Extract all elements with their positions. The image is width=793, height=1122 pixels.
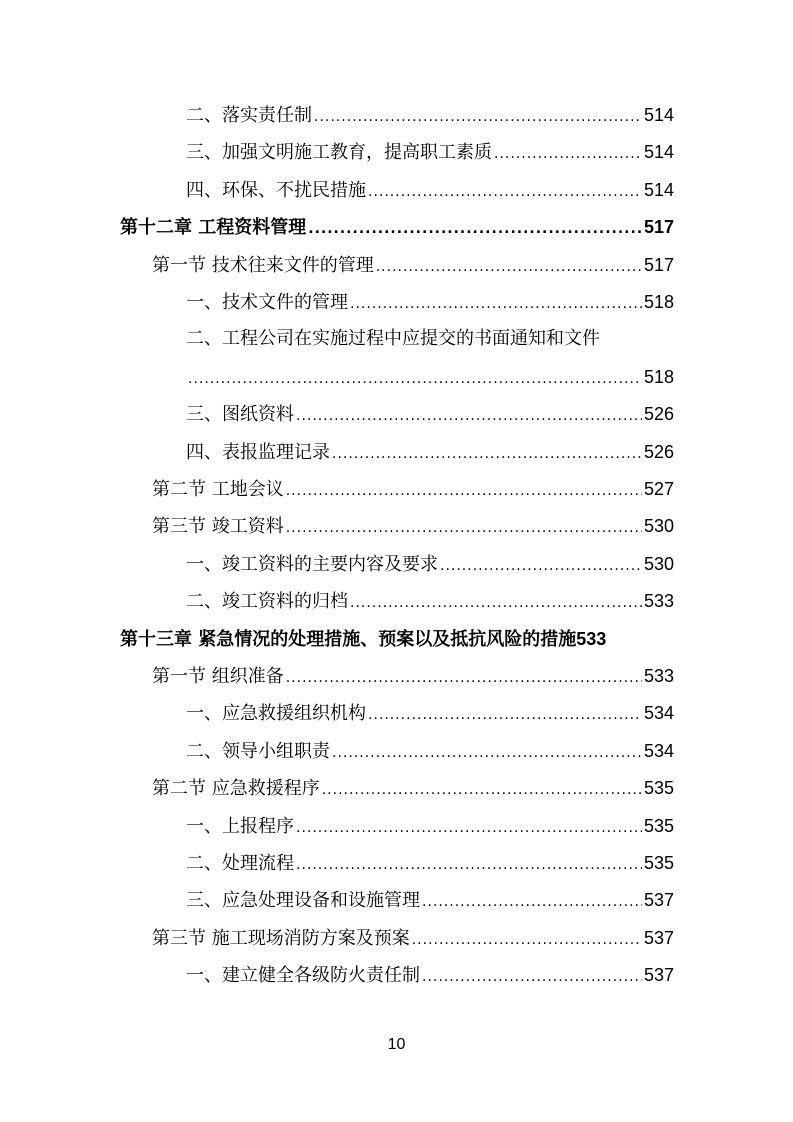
toc-leader-dots: [286, 663, 642, 693]
toc-item-entry[interactable]: [186, 885, 674, 915]
toc-leader-dots: [286, 476, 642, 506]
toc-entry-title: 第十三章 紧急情况的处理措施、预案以及抵抗风险的措施: [120, 628, 577, 650]
toc-entry-page: 534: [643, 703, 674, 724]
toc-entry-title: 第一节 组织准备: [152, 666, 284, 687]
toc-entry-page: 518: [643, 292, 674, 312]
toc-leader-dots: [296, 813, 642, 843]
toc-leader-dots: [332, 738, 642, 768]
toc-entry-page: 535: [643, 778, 674, 799]
toc-entry-page: 530: [643, 516, 674, 537]
toc-entry-page: 537: [643, 890, 674, 911]
toc-entry-page: 526: [643, 404, 674, 425]
toc-leader-dots: [422, 962, 642, 992]
toc-leader-dots: [314, 102, 642, 132]
toc-entry-title: 二、落实责任制: [186, 105, 312, 126]
toc-section-entry[interactable]: [152, 661, 674, 691]
toc-entry-title: 二、处理流程: [186, 853, 294, 874]
toc-entry-page: 533: [576, 628, 607, 649]
toc-leader-dots: [332, 439, 642, 469]
toc-item-entry[interactable]: [186, 960, 674, 990]
toc-entry-page: 537: [643, 965, 674, 986]
toc-entry-page: 535: [643, 853, 674, 873]
toc-entry-title: 二、竣工资料的归档: [186, 591, 348, 613]
toc-entry-page: 530: [643, 553, 674, 574]
toc-entry-page: 533: [643, 666, 674, 686]
toc-section-entry[interactable]: [152, 511, 674, 541]
toc-leader-dots: [322, 775, 642, 805]
toc-entry-title: 三、加强文明施工教育，提高职工素质: [186, 142, 492, 164]
toc-entry-title: 一、竣工资料的主要内容及要求: [186, 553, 438, 575]
toc-leader-dots: [296, 401, 642, 431]
toc-entry-title: 三、应急处理设备和设施管理: [186, 890, 420, 912]
toc-entry-title: 第三节 施工现场消防方案及预案: [152, 927, 410, 949]
toc-entry-title: 四、表报监理记录: [186, 441, 330, 463]
toc-item-entry[interactable]: [186, 362, 674, 392]
toc-item-entry[interactable]: [186, 736, 674, 766]
toc-item-entry[interactable]: [186, 549, 674, 579]
toc-section-entry[interactable]: [152, 923, 674, 953]
toc-item-entry[interactable]: [186, 811, 674, 841]
toc-item-entry[interactable]: [186, 137, 674, 167]
toc-entry-page: 514: [643, 179, 674, 200]
toc-leader-dots: [494, 139, 642, 169]
toc-entry-title: 第二节 应急救援程序: [152, 778, 320, 800]
toc-item-entry[interactable]: [186, 437, 674, 467]
toc-item-entry[interactable]: [186, 698, 674, 728]
toc-leader-dots: [376, 252, 642, 282]
toc-entry-title: 一、建立健全各级防火责任制: [186, 965, 420, 987]
toc-item-entry[interactable]: [186, 586, 674, 616]
toc-leader-dots: [368, 700, 642, 730]
toc-entry-page: 514: [643, 142, 674, 163]
toc-section-entry[interactable]: [152, 773, 674, 803]
toc-entry-title: 二、工程公司在实施过程中应提交的书面通知和文件: [186, 328, 600, 350]
toc-entry-title: 一、上报程序: [186, 815, 294, 837]
toc-leader-dots: [350, 289, 642, 319]
toc-entry-page: 527: [643, 479, 674, 499]
toc-section-entry[interactable]: [152, 250, 674, 280]
toc-leader-dots: [412, 925, 642, 955]
toc-leader-dots: [440, 551, 642, 581]
toc-item-entry[interactable]: [186, 399, 674, 429]
toc-entry-page: 533: [643, 591, 674, 612]
toc-entry-page: 514: [643, 105, 674, 125]
toc-entry-title: 一、应急救援组织机构: [186, 703, 366, 725]
toc-entry-title: 一、技术文件的管理: [186, 292, 348, 313]
toc-item-entry[interactable]: [186, 175, 674, 205]
toc-entry-page: 537: [643, 927, 674, 948]
toc-entry-page: 535: [643, 815, 674, 836]
toc-chapter-entry[interactable]: [120, 624, 674, 654]
toc-section-entry[interactable]: [152, 474, 674, 504]
toc-entry-title: 第二节 工地会议: [152, 479, 284, 500]
toc-chapter-entry[interactable]: [120, 212, 674, 242]
toc-leader-dots: [422, 887, 642, 917]
toc-item-entry[interactable]: [186, 100, 674, 130]
toc-leader-dots: [286, 513, 642, 543]
toc-entry-title: 三、图纸资料: [186, 404, 294, 426]
toc-item-entry[interactable]: [186, 324, 674, 354]
toc-entry-title: 第十二章 工程资料管理: [120, 217, 307, 239]
toc-leader-dots: [296, 850, 642, 880]
toc-entry-page: 526: [643, 441, 674, 462]
toc-leader-dots: [308, 214, 642, 244]
toc-entry-title: 四、环保、不扰民措施: [186, 179, 366, 201]
toc-entry-page: 517: [643, 217, 674, 238]
toc-item-entry[interactable]: [186, 848, 674, 878]
page-number: 10: [387, 1036, 406, 1053]
toc-leader-dots: [350, 588, 642, 618]
toc-entry-page: 518: [643, 366, 674, 387]
toc-entry-title: 第一节 技术往来文件的管理: [152, 254, 374, 276]
toc-entry-title: 二、领导小组职责: [186, 740, 330, 762]
toc-entry-title: 第三节 竣工资料: [152, 516, 284, 538]
toc-entry-page: 517: [643, 254, 674, 275]
toc-entry-page: 534: [643, 740, 674, 761]
toc-leader-dots: [188, 364, 642, 394]
toc-item-entry[interactable]: [186, 287, 674, 317]
toc-leader-dots: [368, 177, 642, 207]
